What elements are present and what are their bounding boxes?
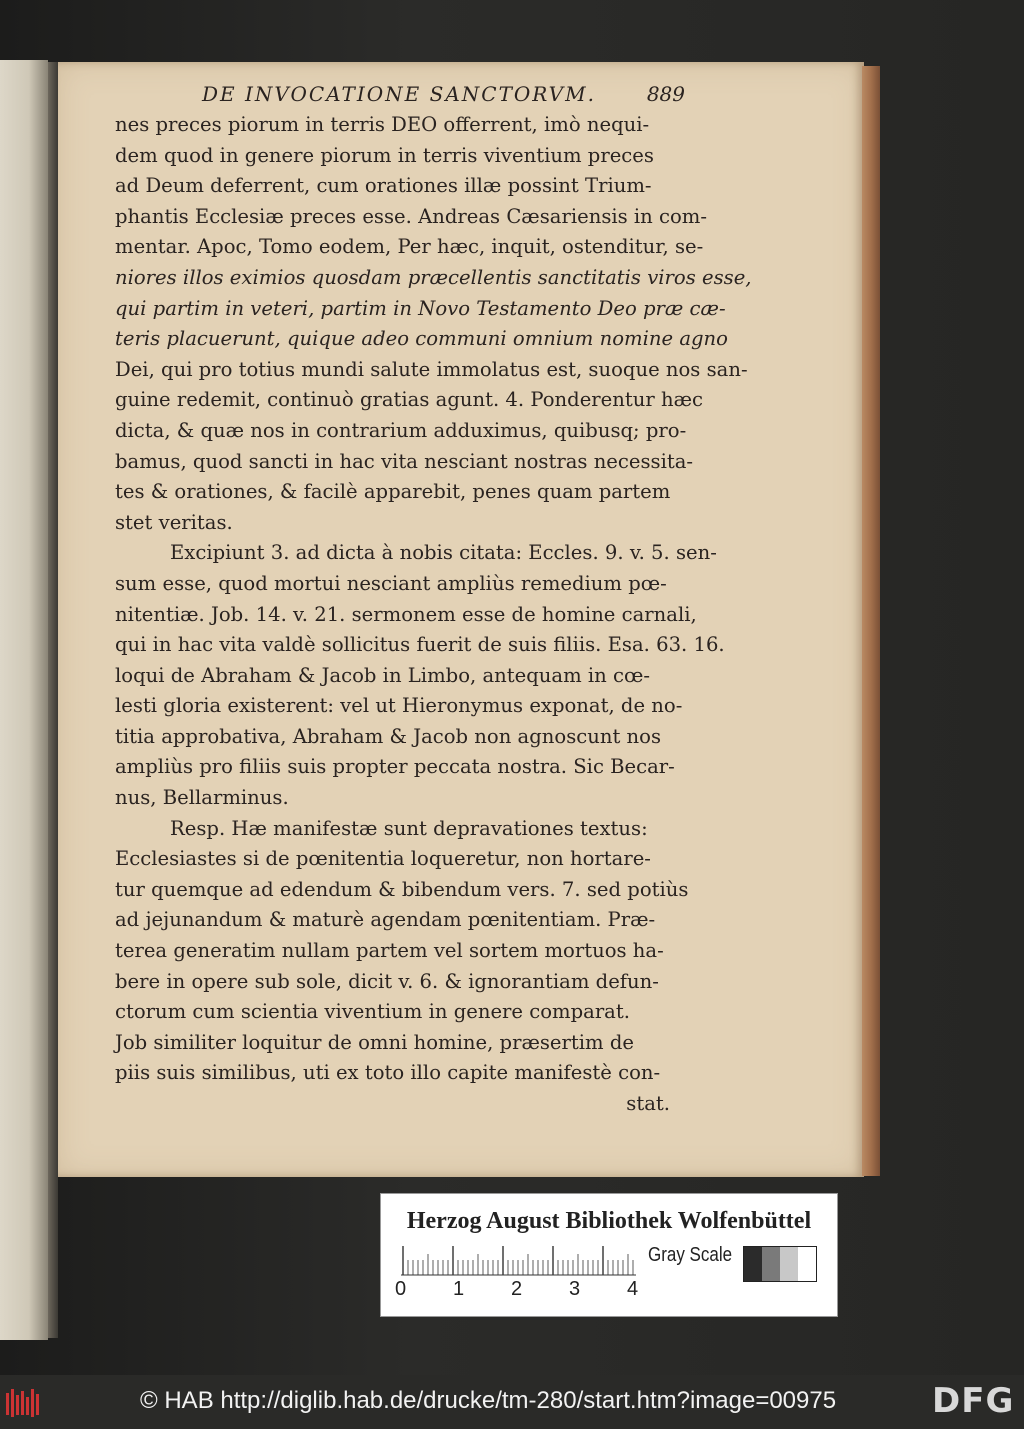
text-line: qui in hac vita valdè sollicitus fuerit de suis filiis. Esa. 63. 16. — [115, 633, 725, 657]
text-line: lesti gloria existerent: vel ut Hieronymus exponat, de no- — [115, 694, 683, 718]
viewer-footer — [0, 1375, 1024, 1429]
text-line: qui partim in veteri, partim in Novo Testamento Deo præ cæ- — [115, 296, 726, 320]
scale-number: 0 — [395, 1278, 407, 1300]
page-number: 889 — [646, 82, 685, 106]
text-line: tes & orationes, & facilè apparebit, penes quam partem — [115, 480, 671, 504]
scale-numbers — [395, 1278, 655, 1302]
text-line: nes preces piorum in terris DEO offerrent, imò nequi- — [115, 113, 650, 136]
text-line: nitentiæ. Job. 14. v. 21. sermonem esse de homine carnali, — [115, 602, 697, 626]
gray-swatches — [743, 1246, 817, 1282]
text-line: mentar. Apoc, Tomo eodem, Per hæc, inquit, ostenditur, se- — [115, 235, 704, 259]
page-header — [140, 82, 685, 112]
text-line: Resp. Hæ manifestæ sunt depravationes textus: — [170, 816, 648, 840]
gray-swatch — [762, 1247, 780, 1281]
text-line: loqui de Abraham & Jacob in Limbo, antequam in cœ- — [115, 663, 650, 687]
text-line: Dei, qui pro totius mundi salute immolatus est, suoque nos san- — [115, 357, 748, 381]
text-line: stet veritas. — [115, 510, 233, 534]
gray-swatch — [744, 1247, 762, 1281]
text-line: guine redemit, continuò gratias agunt. 4. Ponderentur hæc — [115, 388, 703, 412]
dfg-logo: DFG — [932, 1381, 1015, 1421]
text-line: ctorum cum scientia viventium in genere comparat. — [115, 1000, 630, 1024]
text-line: tur quemque ad edendum & bibendum vers. 7. sed potiùs — [115, 877, 689, 901]
scale-number: 1 — [453, 1278, 465, 1300]
text-line: Job similiter loquitur de omni homine, præsertim de — [115, 1030, 634, 1054]
book-gutter — [48, 62, 58, 1338]
text-line: ad jejunandum & maturè agendam pœnitentiam. Præ- — [115, 908, 656, 932]
gray-swatch — [798, 1247, 816, 1281]
text-line: Ecclesiastes si de pœnitentia loqueretur, non hortare- — [115, 847, 651, 871]
copyright-link[interactable]: © HAB http://diglib.hab.de/drucke/tm-280/start.htm?image=00975 — [140, 1387, 837, 1414]
text-line: stat. — [626, 1092, 670, 1115]
text-line: ad Deum deferrent, cum orationes illæ possint Trium- — [115, 174, 652, 198]
text-line: phantis Ecclesiæ preces esse. Andreas Cæsariensis in com- — [115, 204, 708, 228]
scale-number: 4 — [627, 1278, 639, 1300]
gray-swatch — [780, 1247, 798, 1281]
text-line: dem quod in genere piorum in terris viventium preces — [115, 143, 654, 167]
text-line: bamus, quod sancti in hac vita nesciant nostras necessita- — [115, 449, 694, 473]
page-fore-edge — [862, 66, 880, 1176]
adjacent-page-edge — [0, 60, 48, 1340]
color-calibration-bar — [380, 1193, 838, 1317]
library-name: Herzog August Bibliothek Wolfenbüttel — [406, 1208, 812, 1234]
running-head: DE INVOCATIONE SANCTORVM. — [202, 82, 596, 106]
text-line: teris placuerunt, quique adeo communi omnium nomine agno — [115, 327, 728, 351]
gray-scale-label: Gray Scale — [648, 1244, 733, 1266]
scale-number: 2 — [511, 1278, 523, 1300]
text-line: ampliùs pro filiis suis propter peccata nostra. Sic Becar- — [115, 755, 675, 779]
text-line: nus, Bellarminus. — [115, 786, 289, 810]
text-line: Excipiunt 3. ad dicta à nobis citata: Eccles. 9. v. 5. sen- — [170, 541, 717, 565]
barcode-icon — [6, 1389, 42, 1417]
scale-number: 3 — [569, 1278, 581, 1300]
text-line: titia approbativa, Abraham & Jacob non agnoscunt nos — [115, 724, 662, 748]
body-text — [115, 110, 752, 1120]
text-line: sum esse, quod mortui nesciant ampliùs remedium pœ- — [115, 571, 667, 595]
text-line: dicta, & quæ nos in contrarium adduximus, quibusq; pro- — [115, 418, 687, 442]
text-line: niores illos eximios quosdam præcellentis sanctitatis viros esse, — [115, 265, 752, 289]
text-line: piis suis similibus, uti ex toto illo capite manifestè con- — [115, 1061, 661, 1085]
scale-ruler — [401, 1246, 641, 1276]
text-line: terea generatim nullam partem vel sortem mortuos ha- — [115, 939, 664, 963]
text-line: bere in opere sub sole, dicit v. 6. & ignorantiam defun- — [115, 969, 659, 993]
